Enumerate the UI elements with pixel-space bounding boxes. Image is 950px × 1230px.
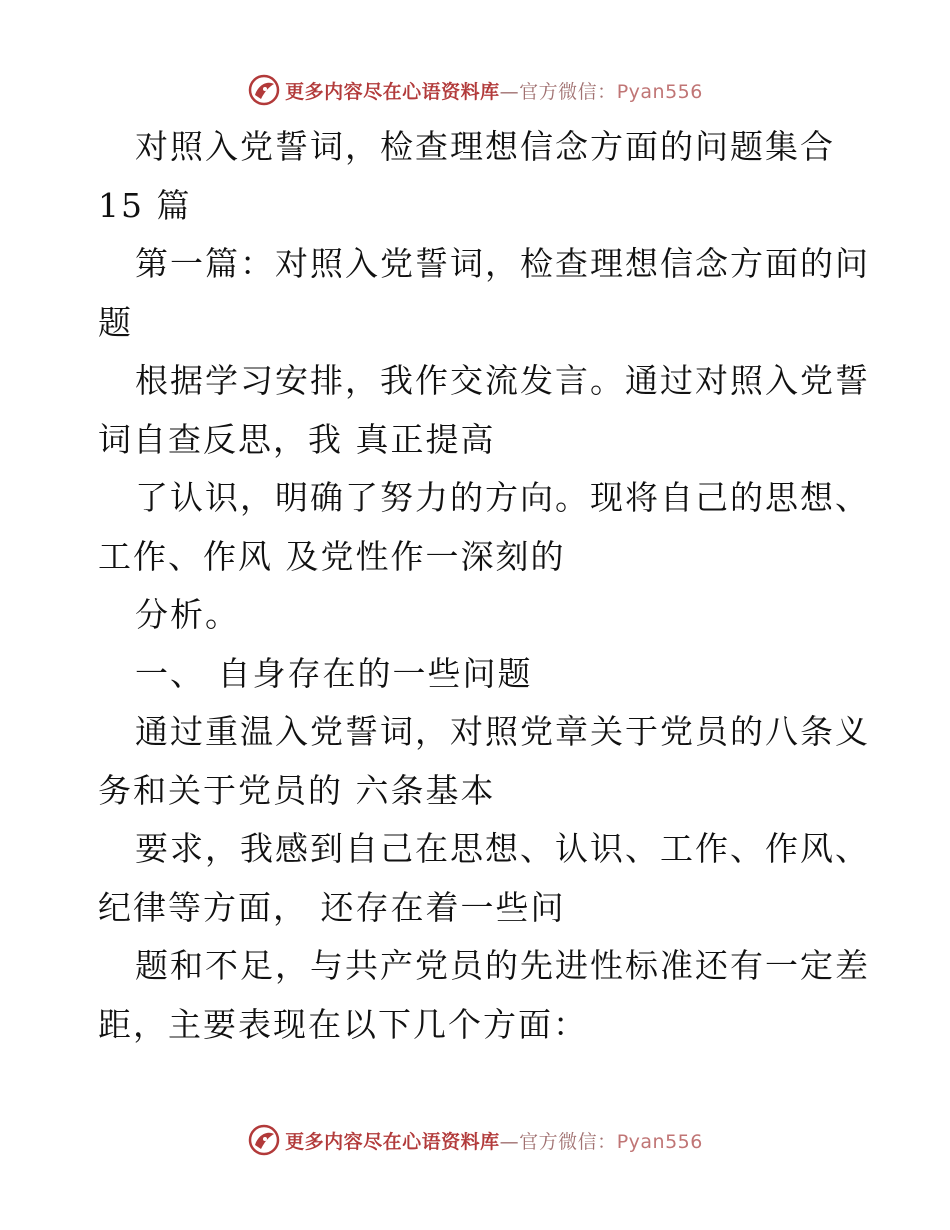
watermark-text — [285, 1127, 703, 1154]
doc-heading-line-1: 第一篇：对照入党誓词，检查理想信念方面的问 — [135, 244, 870, 283]
doc-paragraph-line: 了认识，明确了努力的方向。现将自己的思想、 — [135, 478, 870, 517]
doc-paragraph-line: 纪律等方面， 还存在着一些问 — [98, 887, 566, 927]
watermark-text — [285, 77, 703, 104]
doc-paragraph-line: 工作、作风 及党性作一深刻的 — [98, 536, 566, 576]
doc-paragraph-line: 词自查反思，我 真正提高 — [98, 419, 496, 459]
doc-paragraph-line: 要求，我感到自己在思想、认识、工作、作风、 — [135, 829, 870, 868]
watermark-wechat-id: Pyan556 — [616, 80, 703, 103]
watermark-wechat-label: 官方微信： — [519, 80, 617, 103]
watermark-site: 更多内容尽在心语资料库 — [285, 80, 500, 103]
doc-section-heading: 一、 自身存在的一些问题 — [135, 653, 533, 693]
doc-heading-line-2: 题 — [98, 302, 133, 342]
watermark-wechat-label: 官方微信： — [519, 1130, 617, 1153]
pen-nib-icon — [247, 1123, 281, 1157]
doc-title-line-2: 15 篇 — [98, 185, 192, 225]
pen-nib-icon — [247, 73, 281, 107]
doc-title-line-1: 对照入党誓词，检查理想信念方面的问题集合 — [135, 127, 835, 166]
doc-paragraph-line: 根据学习安排，我作交流发言。通过对照入党誓 — [135, 361, 870, 400]
doc-paragraph-line: 距，主要表现在以下几个方面： — [98, 1004, 588, 1044]
footer-watermark — [0, 1120, 950, 1160]
document-body — [98, 118, 870, 1054]
doc-paragraph-line: 分析。 — [135, 595, 240, 634]
watermark-site: 更多内容尽在心语资料库 — [285, 1130, 500, 1153]
watermark-wechat-id: Pyan556 — [616, 1130, 703, 1153]
header-watermark — [0, 70, 950, 110]
doc-paragraph-line: 务和关于党员的 六条基本 — [98, 770, 496, 810]
doc-paragraph-line: 题和不足，与共产党员的先进性标准还有一定差 — [135, 946, 870, 985]
doc-paragraph-line: 通过重温入党誓词，对照党章关于党员的八条义 — [135, 712, 870, 751]
watermark-dash: — — [499, 1130, 520, 1153]
watermark-dash: — — [499, 80, 520, 103]
